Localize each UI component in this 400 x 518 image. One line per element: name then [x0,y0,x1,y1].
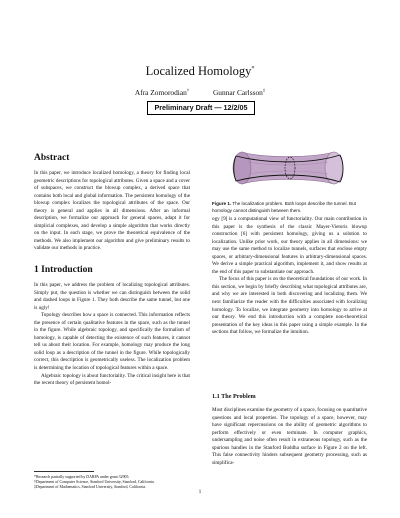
footnotes: *Research partially supported by DARPA under grant 32905. †Department of Computer Science, Stanford University, Stanford, California. ‡Department of Mathematics, Stanford University, Stanford, California. [34,475,155,489]
right-column-body: ogy [9] is a computational view of functoriality. Our main contribution in this paper is the synthesis of the classic Mayer-Vietoris blowup construction [6] with persistent homology, giving us a solution to localization. Unlike prior work, our theory applies in all dimensions: we may use the same method to localize tunnels, surfaces that enclose empty spaces, or arbitrary-dimensional features in arbitrary-dimensional spaces. We derive a simple practical algorithm, implement it, and show results at the end of this paper to substantiate our approach. The focus of this paper is on the theoretical foundations of our work. In this section, we begin by briefly describing what topological attributes are, and why we are interested in both discovering and localizing them. We next familiarize the reader with the difficulties associated with localizing homology. To localize, we integrate geometry into homology to arrive at our theory. We end this introduction with a complete non-theoretical presentation of the key ideas in this paper using a simple example. In the sections that follow, we formalize the intuition. [212,216,367,336]
abstract-body: In this paper, we introduce localized homology, a theory for finding local geometric descriptions for topological attributes. Given a space and a cover of subspaces, we construct the blowup complex, a derived space that contains both local and global information. The persistent homology of the blowup complex localizes the topological attributes of the space. Our theory is general and applies in all dimensions. After an informal description, we formalize our approach for general spaces, adapt it for simplicial complexes, and develop a simple algorithm that works directly on the input. In each stage, we prove the theoretical equivalence of the methods. We also implement our algorithm and give preliminary results to validate our methods in practice. [34,170,190,252]
abstract-heading: Abstract [34,153,70,163]
author-2: Gunnar Carlsson‡ [212,88,266,98]
figure-1-caption: Figure 1. The localization problem. Both loops describe the tunnel. But homology cannot distinguish between them. [212,201,356,213]
paper-title: Localized Homology* [145,64,255,78]
page-number: 1 [198,489,202,495]
problem-body: Most disciplines examine the geometry of a space, focusing on quantitative questions and local properties. The topology of a space, however, may have significant repercussions on the ability of geometric algorithms to perform effectively or even terminate. In computer graphics, undersampling and noise often result in extraneous topology, such as the spurious handles in the Stanford Buddha surface in Figure 2 on the left. This false connectivity hinders subsequent geometry processing, such as simplifica- [212,407,367,466]
subsection-heading-problem: 1.1 The Problem [212,393,256,400]
introduction-body: In this paper, we address the problem of localizing topological attributes. Simply put, the question is whether we can distinguish between the solid and dashed loops in Figure 1. They both describe the same tunnel, but one is ugly! Topology describes how a space is connected. This information reflects the presence of certain qualitative features in the space, such as the tunnel in the figure. While algebraic topology, and specifically the formalism of homology, is capable of detecting the existence of such features, it cannot tell us about their location. For example, homology may produce the long solid loop as a description of the tunnel in the figure. While topologically correct, this description is geometrically useless. The localization problem is determining the location of topological features within a space. Algebraic topology is about functoriality. The critical insight here is that the recent theory of persistent homol- [34,282,190,387]
author-line [0,88,400,97]
introduction-heading: 1 Introduction [34,265,93,275]
figure-1-tunnel [212,142,365,194]
footnote-rule [34,471,94,472]
author-1: Afra Zomorodian† [134,88,190,98]
draft-banner: Preliminary Draft — 12/2/05 [147,101,255,115]
